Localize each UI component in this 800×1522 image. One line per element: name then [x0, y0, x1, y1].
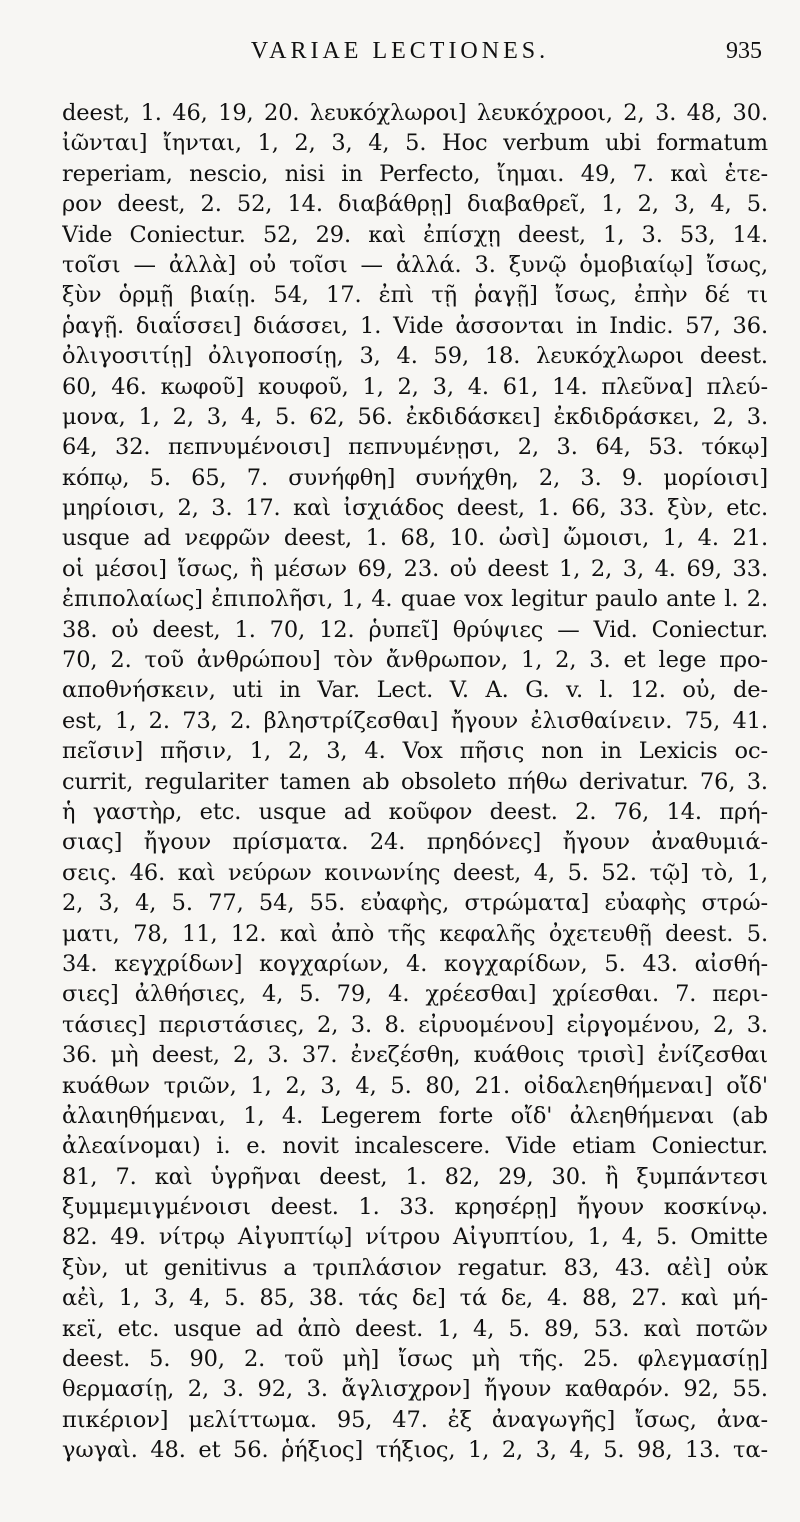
text-line: 36. μὴ deest, 2, 3. 37. ἐνεζέσθη, κυάθοις τρισὶ] ἐνίζεσθαι — [62, 1042, 768, 1069]
text-line: ἰῶνται] ἴηνται, 1, 2, 3, 4, 5. Hoc verbum ubi formatum — [62, 130, 768, 157]
text-line: σεις. 46. καὶ νεύρων κοινωνίης deest, 4, 5. 52. τῷ] τὸ, 1, — [62, 859, 768, 886]
text-line: est, 1, 2. 73, 2. βληστρίζεσθαι] ἤγουν ἐλισθαίνειν. 75, 41. — [62, 707, 768, 734]
text-line: ματι, 78, 11, 12. καὶ ἀπὸ τῆς κεφαλῆς ὀχετευθῇ deest. 5. — [62, 920, 768, 947]
text-line: ξυμμεμιγμένοισι deest. 1. 33. κρησέρῃ] ἤγουν κοσκίνῳ. — [62, 1194, 768, 1221]
text-line: ξὺν, ut genitivus a τριπλάσιον regatur. 83, 43. αἐὶ] οὐκ — [62, 1254, 768, 1281]
running-title: VARIAE LECTIONES. — [250, 38, 550, 64]
text-line: κυάθων τριῶν, 1, 2, 3, 4, 5. 80, 21. οἰδαλεηθήμεναι] οἴδ' — [62, 1072, 768, 1099]
text-line: 38. οὐ deest, 1. 70, 12. ῥυπεῖ] θρύψιες — Vid. Coniectur. — [62, 616, 768, 643]
text-line: ὀλιγοσιτίῃ] ὀλιγοποσίῃ, 3, 4. 59, 18. λευκόχλωροι deest. — [62, 343, 768, 370]
text-line: πεῖσιν] πῆσιν, 1, 2, 3, 4. Vox πῆσις non in Lexicis oc- — [62, 738, 768, 765]
text-line: ἀλαιηθήμεναι, 1, 4. Legerem forte οἴδ' ἀλεηθήμεναι (ab — [62, 1102, 768, 1129]
text-line: ξὺν ὁρμῇ βιαίῃ. 54, 17. ἐπὶ τῇ ῥαγῇ] ἴσως, ἐπὴν δέ τι — [62, 282, 768, 309]
text-line: οἱ μέσοι] ἴσως, ἢ μέσων 69, 23. οὐ deest 1, 2, 3, 4. 69, 33. — [62, 555, 768, 582]
text-line: μονα, 1, 2, 3, 4, 5. 62, 56. ἐκδιδάσκει] ἐκδιδράσκει, 2, 3. — [62, 403, 768, 430]
text-line: αποθνήσκειν, uti in Var. Lect. V. A. G. v. l. 12. οὐ, de- — [62, 677, 768, 704]
text-line: ῥαγῇ. διαΐσσει] διάσσει, 1. Vide ἀσσονται in Indic. 57, 36. — [62, 312, 768, 339]
text-line: ἀλεαίνομαι) i. e. novit incalescere. Vide etiam Coniectur. — [62, 1133, 768, 1160]
running-head — [0, 38, 800, 72]
text-line: ἐπιπολαίως] ἐπιπολῆσι, 1, 4. quae vox legitur paulo ante l. 2. — [62, 586, 768, 613]
text-line: αἐὶ, 1, 3, 4, 5. 85, 38. τάς δε] τά δε, 4. 88, 27. καὶ μή- — [62, 1285, 768, 1312]
text-line: τάσιες] περιστάσιες, 2, 3. 8. εἰρυομένου] εἰργομένου, 2, 3. — [62, 1011, 768, 1038]
text-line: 81, 7. καὶ ὑγρῆναι deest, 1. 82, 29, 30. ἢ ξυμπάντεσι — [62, 1163, 768, 1190]
text-line: γωγαὶ. 48. et 56. ῥήξιος] τήξιος, 1, 2, 3, 4, 5. 98, 13. τα- — [62, 1437, 768, 1464]
text-line: μηρίοισι, 2, 3. 17. καὶ ἰσχιάδος deest, 1. 66, 33. ξὺν, etc. — [62, 495, 768, 522]
text-line: deest. 5. 90, 2. τοῦ μὴ] ἴσως μὴ τῆς. 25. φλεγμασίῃ] — [62, 1346, 768, 1373]
page-number: 935 — [726, 38, 762, 64]
text-line: deest, 1. 46, 19, 20. λευκόχλωροι] λευκόχροοι, 2, 3. 48, 30. — [62, 100, 768, 126]
body-text — [62, 98, 768, 1466]
text-line: κόπῳ, 5. 65, 7. συνήφθη] συνήχθη, 2, 3. 9. μορίοισι] — [62, 464, 768, 491]
text-line: τοῖσι — ἀλλὰ] οὐ τοῖσι — ἀλλά. 3. ξυνῷ ὁμοβιαίῳ] ἴσως, — [62, 251, 768, 278]
text-line: usque ad νεφρῶν deest, 1. 68, 10. ὠσὶ] ὤμοισι, 1, 4. 21. — [62, 525, 768, 552]
text-line: ἡ γαστὴρ, etc. usque ad κοῦφον deest. 2. 76, 14. πρή- — [62, 798, 768, 825]
text-line: ρον deest, 2. 52, 14. διαβάθρῃ] διαβαθρεῖ, 1, 2, 3, 4, 5. — [62, 191, 768, 218]
text-line: 64, 32. πεπνυμένοισι] πεπνυμένῃσι, 2, 3. 64, 53. τόκῳ] — [62, 434, 768, 461]
text-line: 34. κεγχρίδων] κογχαρίων, 4. κογχαρίδων, 5. 43. αἰσθή- — [62, 950, 768, 977]
text-line: reperiam, nescio, nisi in Perfecto, ἴημαι. 49, 7. καὶ ἑτε- — [62, 160, 768, 187]
text-line: 70, 2. τοῦ ἀνθρώπου] τὸν ἄνθρωπον, 1, 2, 3. et lege προ- — [62, 647, 768, 674]
text-line: σιες] ἀλθήσιες, 4, 5. 79, 4. χρέεσθαι] χρίεσθαι. 7. περι- — [62, 981, 768, 1008]
text-line: currit, regulariter tamen ab obsoleto πήθω derivatur. 76, 3. — [62, 768, 768, 795]
text-line: 82. 49. νίτρῳ Αἰγυπτίῳ] νίτρου Αἰγυπτίου, 1, 4, 5. Omitte — [62, 1224, 768, 1251]
text-line: 2, 3, 4, 5. 77, 54, 55. εὐαφὴς, στρώματα] εὐαφὴς στρώ- — [62, 890, 768, 917]
text-line: θερμασίῃ, 2, 3. 92, 3. ἄγλισχρον] ἤγουν καθαρόν. 92, 55. — [62, 1376, 768, 1403]
text-line: Vide Coniectur. 52, 29. καὶ ἐπίσχῃ deest, 1, 3. 53, 14. — [62, 221, 768, 248]
text-line: πικέριον] μελίττωμα. 95, 47. ἐξ ἀναγωγῆς] ἴσως, ἀνα- — [62, 1406, 768, 1433]
text-line: κεϊ, etc. usque ad ἀπὸ deest. 1, 4, 5. 89, 53. καὶ ποτῶν — [62, 1315, 768, 1342]
text-line: 60, 46. κωφοῦ] κουφοῦ, 1, 2, 3, 4. 61, 14. πλεῦνα] πλεύ- — [62, 373, 768, 400]
text-line: σιας] ἤγουν πρίσματα. 24. πρηδόνες] ἤγουν ἀναθυμιά- — [62, 829, 768, 856]
